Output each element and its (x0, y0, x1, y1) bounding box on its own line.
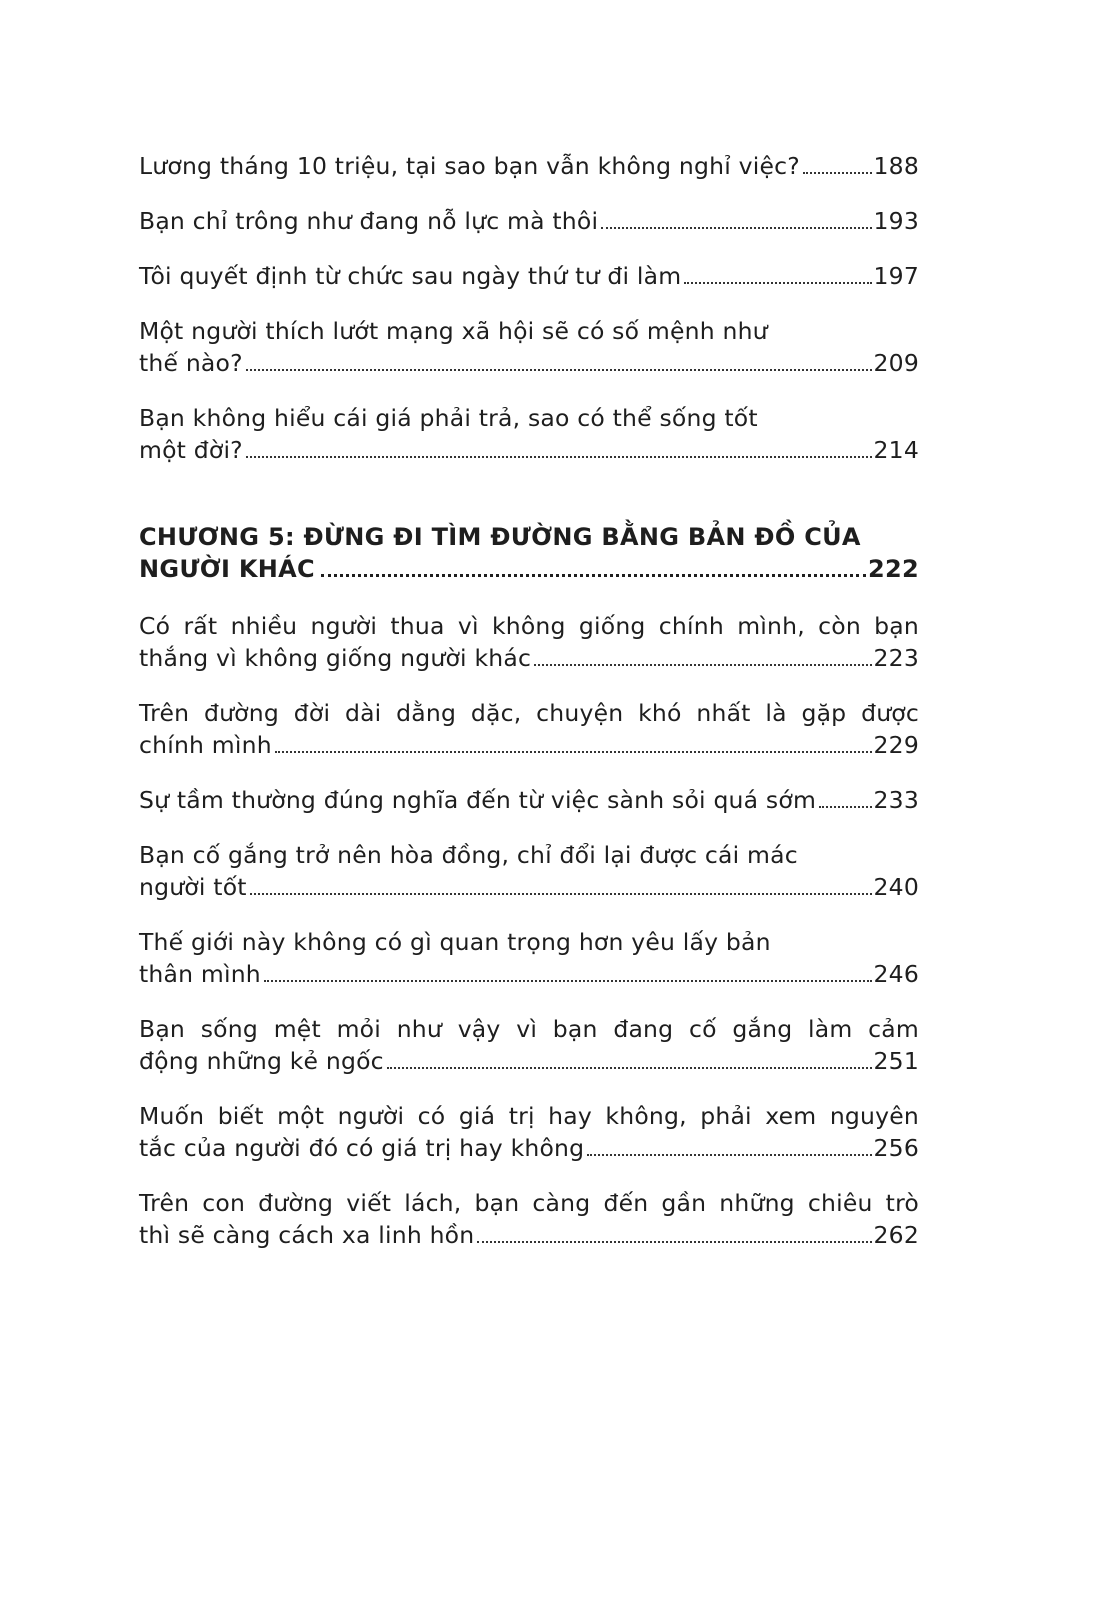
toc-entry[interactable] (139, 205, 919, 237)
toc-entry-title: Bạn chỉ trông như đang nỗ lực mà thôi (139, 207, 599, 235)
toc-page-number: 229 (873, 731, 919, 759)
table-of-contents (139, 150, 919, 1274)
toc-entry[interactable] (139, 402, 919, 466)
toc-entry[interactable] (139, 697, 919, 761)
toc-entry-line (139, 434, 919, 466)
toc-entry-title-line: Thế giới này không có gì quan trọng hơn yêu lấy bản (139, 928, 771, 956)
toc-entry-title-line: Muốn biết một người có giá trị hay không, phải xem nguyên (139, 1102, 919, 1130)
dot-leader (601, 226, 871, 229)
toc-entry-title: người tốt (139, 873, 247, 901)
toc-entry[interactable] (139, 1100, 919, 1164)
toc-entry-title-line: Một người thích lướt mạng xã hội sẽ có số mệnh như (139, 317, 768, 345)
dot-leader (321, 573, 866, 577)
toc-entry-title-line: Bạn không hiểu cái giá phải trả, sao có thể sống tốt (139, 404, 758, 432)
dot-leader (477, 1240, 871, 1243)
toc-entry[interactable] (139, 1013, 919, 1077)
dot-leader (246, 368, 872, 371)
toc-entry-line (139, 871, 919, 903)
toc-entry-line (139, 1219, 919, 1251)
chapter-title: NGƯỜI KHÁC (139, 555, 315, 583)
toc-entry-title: tắc của người đó có giá trị hay không (139, 1134, 585, 1162)
dot-leader (587, 1153, 871, 1156)
toc-entry[interactable] (139, 315, 919, 379)
toc-entry[interactable] (139, 839, 919, 903)
toc-entry-title: thắng vì không giống người khác (139, 644, 532, 672)
toc-entry-title: thân mình (139, 960, 261, 988)
dot-leader (275, 750, 872, 753)
toc-page-number: 240 (873, 873, 919, 901)
dot-leader (684, 281, 871, 284)
toc-entry-title: động những kẻ ngốc (139, 1047, 384, 1075)
chapter-heading[interactable] (139, 521, 919, 585)
toc-entry-title: một đời? (139, 436, 243, 464)
toc-entry-title: Tôi quyết định từ chức sau ngày thứ tư đi làm (139, 262, 682, 290)
toc-entry-title: Lương tháng 10 triệu, tại sao bạn vẫn không nghỉ việc? (139, 152, 800, 180)
toc-entry-title: thế nào? (139, 349, 243, 377)
toc-page-number: 197 (873, 262, 919, 290)
dot-leader (803, 171, 872, 174)
dot-leader (264, 979, 872, 982)
toc-page-number: 193 (873, 207, 919, 235)
toc-entry-line (139, 642, 919, 674)
toc-entry-line (139, 205, 919, 237)
toc-entry-line (139, 784, 919, 816)
toc-entry[interactable] (139, 610, 919, 674)
toc-entry-title-line: Trên đường đời dài dằng dặc, chuyện khó nhất là gặp được (139, 699, 919, 727)
dot-leader (534, 663, 871, 666)
toc-page-number: 214 (873, 436, 919, 464)
toc-page-number: 188 (873, 152, 919, 180)
toc-entry[interactable] (139, 926, 919, 990)
toc-entry[interactable] (139, 260, 919, 292)
toc-entry[interactable] (139, 1187, 919, 1251)
toc-page-number: 233 (873, 786, 919, 814)
toc-page-number: 251 (873, 1047, 919, 1075)
toc-page-number: 262 (873, 1221, 919, 1249)
toc-entry[interactable] (139, 150, 919, 182)
toc-entry-line (139, 958, 919, 990)
dot-leader (387, 1066, 872, 1069)
toc-entry-title: thì sẽ càng cách xa linh hồn (139, 1221, 475, 1249)
toc-page-number: 209 (873, 349, 919, 377)
dot-leader (250, 892, 872, 895)
dot-leader (819, 805, 871, 808)
toc-entry-line (139, 1132, 919, 1164)
toc-page-number: 256 (873, 1134, 919, 1162)
toc-entry-title: chính mình (139, 731, 272, 759)
toc-entry-title: Sự tầm thường đúng nghĩa đến từ việc sành sỏi quá sớm (139, 786, 817, 814)
toc-entry-line (139, 260, 919, 292)
toc-entry-title-line: Có rất nhiều người thua vì không giống chính mình, còn bạn (139, 612, 919, 640)
dot-leader (246, 455, 872, 458)
toc-entry[interactable] (139, 784, 919, 816)
chapter-page-number: 222 (868, 555, 919, 583)
chapter-title-last-line (139, 553, 919, 585)
toc-entry-line (139, 1045, 919, 1077)
toc-entry-line (139, 347, 919, 379)
chapter-title-line: CHƯƠNG 5: ĐỪNG ĐI TÌM ĐƯỜNG BẰNG BẢN ĐỒ CỦA (139, 523, 861, 551)
toc-entry-line (139, 729, 919, 761)
toc-page-number: 246 (873, 960, 919, 988)
toc-entry-line (139, 150, 919, 182)
toc-page-number: 223 (873, 644, 919, 672)
toc-entry-title-line: Bạn cố gắng trở nên hòa đồng, chỉ đổi lại được cái mác (139, 841, 798, 869)
toc-entry-title-line: Bạn sống mệt mỏi như vậy vì bạn đang cố gắng làm cảm (139, 1015, 919, 1043)
toc-entry-title-line: Trên con đường viết lách, bạn càng đến gần những chiêu trò (139, 1189, 919, 1217)
